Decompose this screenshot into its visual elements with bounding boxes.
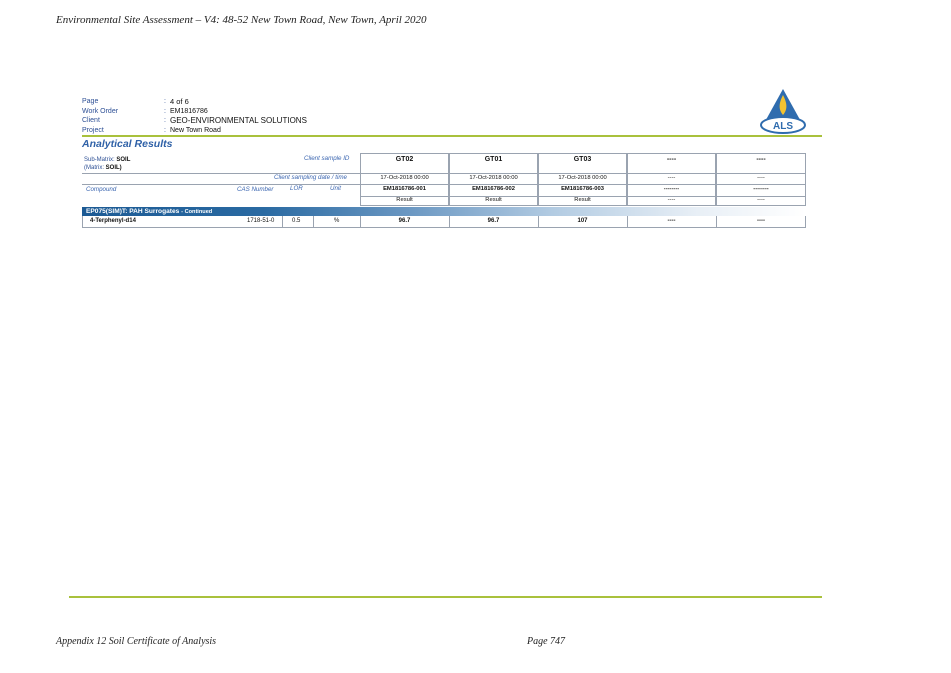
info-label: Page (82, 98, 99, 105)
info-value: New Town Road (170, 126, 221, 134)
label-sampling-date: Client sampling date / time (274, 174, 347, 181)
col-compound: Compound (86, 186, 117, 193)
footer-appendix: Appendix 12 Soil Certificate of Analysis (56, 636, 217, 647)
lab-id: -------- (663, 186, 680, 192)
sample-date: ---- (757, 175, 765, 181)
info-value: GEO-ENVIRONMENTAL SOLUTIONS (170, 116, 307, 125)
lor-value: 0.5 (292, 218, 301, 224)
lab-id: EM1816786-003 (561, 186, 604, 192)
results-table (82, 153, 806, 228)
lab-id: EM1816786-001 (383, 186, 426, 192)
sample-id: ---- (756, 156, 766, 163)
sample-date: 17-Oct-2018 00:00 (469, 175, 518, 181)
sample-id: GT01 (484, 156, 503, 163)
sample-id: GT02 (395, 156, 414, 163)
footer-rule (69, 596, 822, 598)
sample-date: 17-Oct-2018 00:00 (380, 175, 429, 181)
col-cas-number: CAS Number (237, 186, 274, 193)
result-value: 107 (577, 218, 588, 224)
sample-date: ---- (667, 175, 676, 181)
col-lor: LOR (290, 185, 303, 192)
info-row-project: Project : New Town Road (82, 126, 221, 134)
als-logo (758, 87, 808, 135)
result-value: 96.7 (398, 218, 411, 224)
document-header: Environmental Site Assessment – V4: 48-52 New Town Road, New Town, April 2020 (56, 14, 427, 26)
report-info (82, 97, 307, 135)
col-unit: Unit (330, 185, 342, 192)
header-rule (82, 135, 822, 137)
info-label: Work Order (82, 107, 119, 115)
result-value: ---- (667, 218, 676, 224)
info-value: EM1816786 (170, 107, 208, 115)
sub-matrix: Sub-Matrix: SOIL (Matrix: SOIL) (84, 157, 131, 171)
sample-id: ---- (666, 156, 677, 163)
info-row-work-order: Work Order : EM1816786 (82, 107, 208, 115)
label-client-sample-id: Client sample ID (304, 155, 350, 162)
info-value: 4 of 6 (170, 97, 189, 106)
result-value: 96.7 (487, 218, 500, 224)
footer-page-number: Page 747 (527, 636, 566, 647)
unit-value: % (334, 218, 340, 224)
group-band (82, 207, 806, 216)
result-header: Result (396, 197, 413, 203)
info-label: Project (82, 126, 104, 134)
result-header: Result (485, 197, 502, 203)
info-label: Client (82, 117, 100, 124)
result-value: ---- (757, 218, 765, 224)
group-title: EP075(SIM)T: PAH Surrogates - Continued (86, 208, 213, 215)
result-header: Result (574, 197, 591, 203)
cas-number: 1718-51-0 (247, 218, 275, 224)
section-title: Analytical Results (82, 138, 173, 150)
info-row-client: Client : GEO-ENVIRONMENTAL SOLUTIONS (82, 116, 307, 125)
logo-text: ALS (773, 121, 793, 132)
sample-date: 17-Oct-2018 00:00 (558, 175, 607, 181)
compound-name: 4-Terphenyl-d14 (90, 218, 136, 224)
lab-id: -------- (753, 186, 769, 192)
result-header: ---- (757, 197, 765, 203)
lab-id: EM1816786-002 (472, 186, 515, 192)
result-header: ---- (667, 197, 676, 203)
info-row-page: Page : 4 of 6 (82, 97, 189, 106)
sample-id: GT03 (573, 156, 592, 163)
